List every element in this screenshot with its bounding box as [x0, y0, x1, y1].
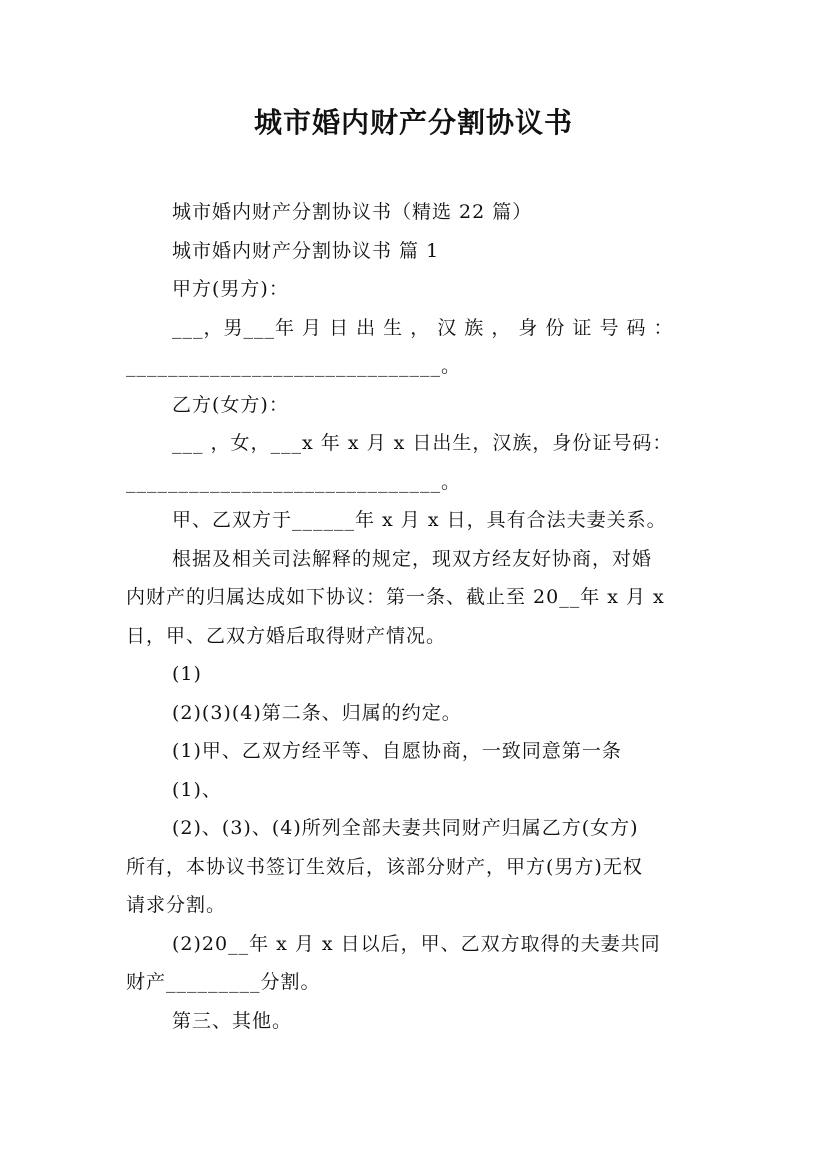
paragraph-line: ______________________________。 — [126, 470, 462, 493]
paragraph-line: ______________________________。 — [126, 355, 462, 377]
paragraph-line: 内财产的归属达成如下协议：第一条、截止至 20__年 x 月 x — [126, 586, 665, 608]
document-title: 城市婚内财产分割协议书 — [253, 106, 573, 139]
paragraph-line: 根据及相关司法解释的规定，现双方经友好协商，对婚 — [172, 547, 653, 570]
paragraph-line: ___，男___年 月 日 出 生 ， 汉 族 ， 身 份 证 号 码 ： — [172, 316, 674, 339]
paragraph-line: 所有，本协议书签订生效后，该部分财产，甲方(男方)无权 — [126, 855, 643, 878]
paragraph-line: 乙方(女方)： — [172, 393, 289, 416]
paragraph-line: (2)、(3)、(4)所列全部夫妻共同财产归属乙方(女方) — [172, 817, 639, 839]
paragraph-line: 甲、乙双方于______年 x 月 x 日，具有合法夫妻关系。 — [172, 509, 667, 531]
paragraph-line: 财产_________分割。 — [126, 971, 321, 993]
paragraph-line: 城市婚内财产分割协议书（精选 22 篇） — [172, 201, 533, 223]
paragraph-line: (2)20__年 x 月 x 日以后，甲、乙双方取得的夫妻共同 — [172, 932, 661, 955]
paragraph-line: 日，甲、乙双方婚后取得财产情况。 — [126, 624, 447, 647]
paragraph-line: (1)甲、乙双方经平等、自愿协商，一致同意第一条 — [172, 740, 622, 762]
paragraph-line: ___ ，女，___x 年 x 月 x 日出生，汉族，身份证号码： — [172, 432, 673, 454]
paragraph-line: (1) — [172, 663, 202, 685]
paragraph-line: 城市婚内财产分割协议书 篇 1 — [172, 239, 440, 262]
paragraph-line: (2)(3)(4)第二条、归属的约定。 — [172, 701, 462, 724]
paragraph-line: 甲方(男方)： — [172, 278, 289, 300]
paragraph-line: 第三、其他。 — [172, 1009, 293, 1032]
paragraph-line: 请求分割。 — [126, 894, 227, 916]
paragraph-line: (1)、 — [172, 778, 222, 801]
document-body — [126, 193, 702, 1040]
